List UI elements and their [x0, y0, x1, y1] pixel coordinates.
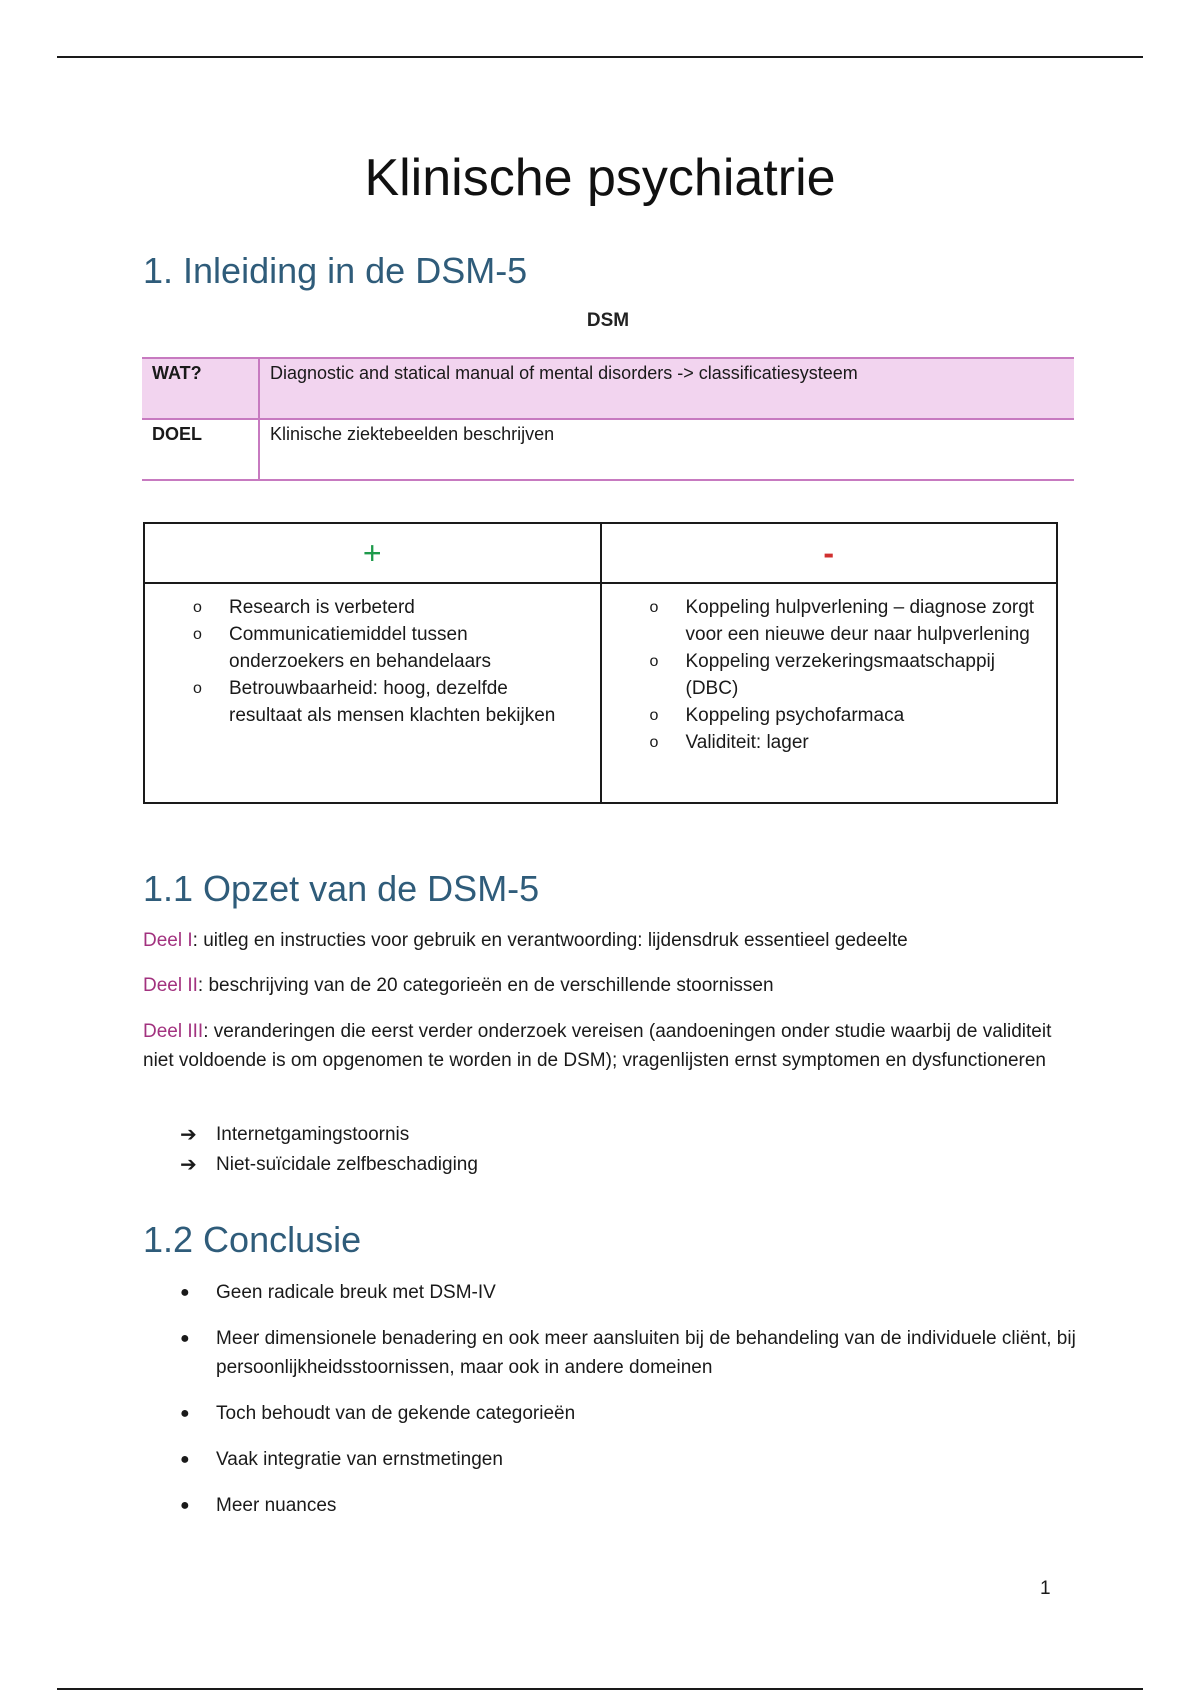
arrow-list	[180, 1120, 478, 1180]
list-item-text: Meer nuances	[216, 1495, 337, 1516]
list-item-text: Vaak integratie van ernstmetingen	[216, 1449, 503, 1470]
header-rule	[57, 56, 1143, 58]
list-item	[180, 1445, 1080, 1474]
bullet-icon: ●	[180, 1451, 190, 1468]
deel-label: Deel II	[143, 975, 198, 996]
list-item: o Communicatiemiddel tussen onderzoekers en behandelaars	[193, 621, 586, 675]
bullet-icon: ●	[180, 1284, 190, 1301]
list-item: o Koppeling hulpverlening – diagnose zorgt voor een nieuwe deur naar hulpverlening	[650, 594, 1043, 648]
list-item	[180, 1150, 478, 1180]
list-item: o Betrouwbaarheid: hoog, dezelfde resultaat als mensen klachten bekijken	[193, 675, 586, 729]
list-item: o Koppeling verzekeringsmaatschappij (DBC)	[650, 648, 1043, 702]
deel-label: Deel III	[143, 1021, 204, 1042]
page-number: 1	[1040, 1578, 1051, 1599]
plus-list	[193, 594, 586, 729]
definition-key: DOEL	[142, 419, 259, 480]
deel-text: : veranderingen die eerst verder onderzoek vereisen (aandoeningen onder studie waarbij de validiteit niet voldoende is om opgenomen te worden in de DSM); vragenlijsten ernst symptomen en dysfunctioneren	[143, 1021, 1052, 1071]
definition-key: WAT?	[142, 358, 259, 419]
pros-cons-table	[143, 522, 1058, 804]
deel-paragraph	[143, 971, 1073, 1000]
table-row	[144, 583, 1057, 803]
document-title: Klinische psychiatrie	[364, 149, 836, 207]
conclusion-list	[180, 1278, 1080, 1537]
list-item: o Koppeling psychofarmaca	[650, 702, 1043, 729]
section-heading-inleiding: 1. Inleiding in de DSM-5	[143, 250, 528, 291]
definition-table	[142, 357, 1074, 481]
deel-paragraph	[143, 926, 1073, 955]
definition-value: Diagnostic and statical manual of mental disorders -> classificatiesysteem	[270, 363, 858, 383]
list-item-text: Niet-suïcidale zelfbeschadiging	[216, 1154, 478, 1175]
list-item-text: Meer dimensionele benadering en ook meer aansluiten bij de behandeling van de individuele cliënt, bij persoonlijkheidsstoornissen, maar ook in andere domeinen	[216, 1328, 1076, 1378]
bullet-icon: ●	[180, 1330, 190, 1347]
deel-text: : beschrijving van de 20 categorieën en de verschillende stoornissen	[197, 975, 774, 996]
list-item-text: Internetgamingstoornis	[216, 1124, 410, 1145]
table-row	[142, 358, 1074, 419]
list-item	[180, 1120, 478, 1150]
deel-paragraph	[143, 1017, 1073, 1075]
table-row	[142, 419, 1074, 480]
arrow-right-icon: ➔	[180, 1124, 197, 1146]
definition-value: Klinische ziektebeelden beschrijven	[270, 424, 555, 444]
deel-label: Deel I	[143, 930, 193, 951]
bullet-icon: ●	[180, 1405, 190, 1422]
plus-cell	[144, 583, 601, 803]
bullet-icon: ●	[180, 1497, 190, 1514]
footer-rule	[57, 1688, 1143, 1690]
list-item-text: Toch behoudt van de gekende categorieën	[216, 1403, 576, 1424]
deel-text: : uitleg en instructies voor gebruik en verantwoording: lijdensdruk essentieel gedeelte	[192, 930, 908, 951]
minus-cell	[601, 583, 1058, 803]
list-item	[180, 1278, 1080, 1307]
table-header-row	[144, 523, 1057, 583]
list-item	[180, 1491, 1080, 1520]
section-heading-conclusie: 1.2 Conclusie	[143, 1219, 362, 1260]
list-item-text: Geen radicale breuk met DSM-IV	[216, 1282, 496, 1303]
list-item	[180, 1399, 1080, 1428]
list-item: o Validiteit: lager	[650, 729, 1043, 756]
arrow-right-icon: ➔	[180, 1154, 197, 1176]
minus-list	[650, 594, 1043, 756]
minus-header: -	[601, 523, 1058, 583]
list-item	[180, 1324, 1080, 1382]
plus-header: +	[144, 523, 601, 583]
table-caption: DSM	[586, 310, 630, 331]
list-item: o Research is verbeterd	[193, 594, 586, 621]
section-heading-opzet: 1.1 Opzet van de DSM-5	[143, 868, 540, 909]
